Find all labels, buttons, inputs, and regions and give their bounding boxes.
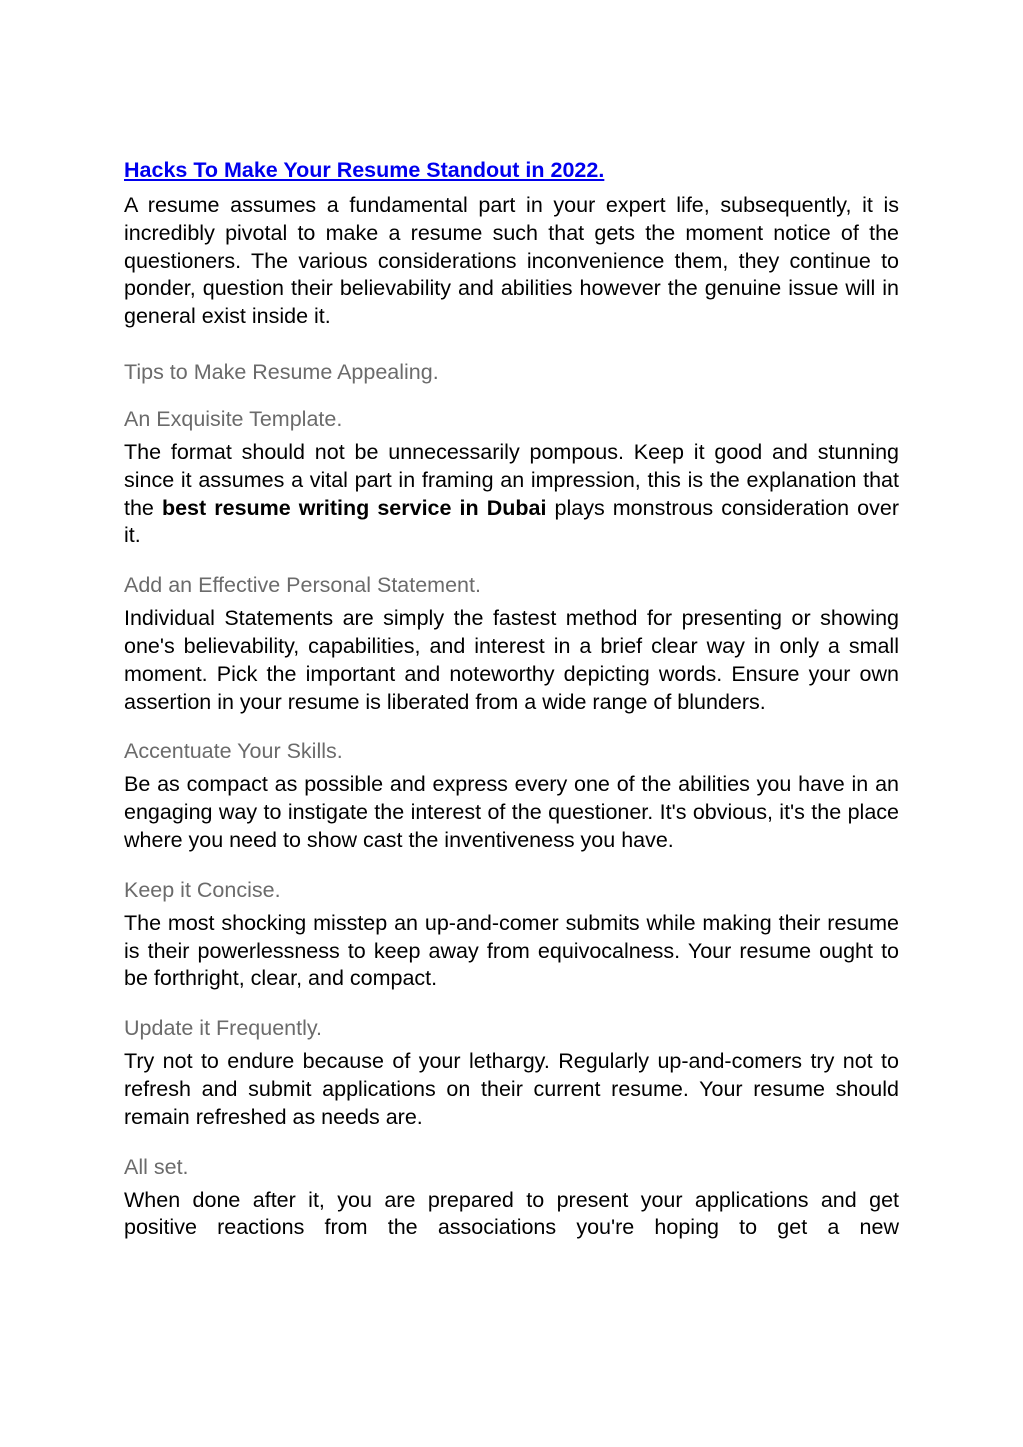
template-text-before: The format should not be unnecessarily pompous. Keep it good and stunning since it assumes a vital part in framing an impression, this is the explanation that the [124,439,899,520]
section-text-all-set: When done after it, you are prepared to present your applications and get positive reactions from the associations you're hoping to get a new [124,1187,899,1240]
section-heading-personal-statement: Add an Effective Personal Statement. [124,573,481,598]
template-bold-phrase: best resume writing service in Dubai [161,495,547,520]
section-text-template [124,439,899,550]
section-text-personal-statement: Individual Statements are simply the fastest method for presenting or showing one's believability, capabilities, and interest in a brief clear way in only a small moment. Pick the important and noteworthy depicting words. Ensure your own assertion in your resume is liberated from a wide range of blunders. [124,606,899,714]
section-text-concise: The most shocking misstep an up-and-comer submits while making their resume is their powerlessness to keep away from equivocalness. Your resume ought to be forthright, clear, and compact. [124,910,899,991]
article-title-link[interactable]: Hacks To Make Your Resume Standout in 2022. [124,158,605,182]
section-heading-template: An Exquisite Template. [124,406,343,431]
template-text-after: plays monstrous consideration over it. [124,495,899,548]
section-text-skills: Be as compact as possible and express every one of the abilities you have in an engaging way to instigate the interest of the questioner. It's obvious, it's the place where you need to show cast the inventiveness you have. [124,772,899,852]
section-heading-update: Update it Frequently. [124,1016,322,1041]
intro-paragraph: A resume assumes a fundamental part in your expert life, subsequently, it is incredibly pivotal to make a resume such that gets the moment notice of the questioners. The various considerations inconvenience them, they continue to ponder, question their believability and abilities however the genuine issue will in general exist inside it. [124,193,899,329]
tips-heading: Tips to Make Resume Appealing. [124,359,439,384]
document-page [124,156,899,1242]
section-text-update: Try not to endure because of your lethargy. Regularly up-and-comers try not to refresh and submit applications on their current resume. Your resume should remain refreshed as needs are. [124,1049,899,1129]
section-heading-all-set: All set. [124,1154,189,1179]
section-heading-skills: Accentuate Your Skills. [124,739,343,764]
section-heading-concise: Keep it Concise. [124,877,281,902]
